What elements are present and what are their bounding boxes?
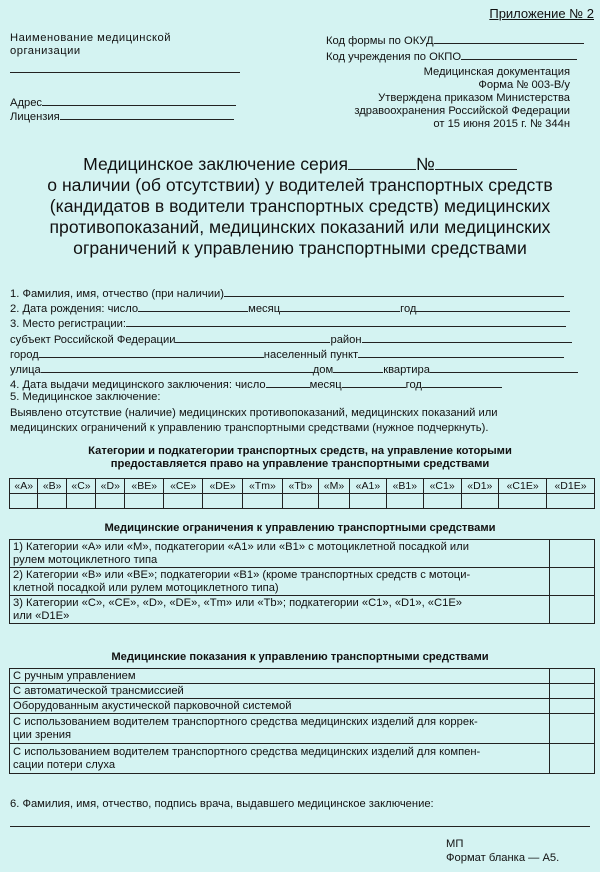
document-title — [0, 154, 600, 259]
category-value-cell[interactable] — [96, 494, 125, 509]
format-label: Формат бланка — А5. — [446, 852, 560, 864]
conclusion-text-1: Выявлено отсутствие (наличие) медицинских противопоказаний, медицинских показаний или — [10, 406, 498, 419]
restriction-mark-cell[interactable] — [550, 540, 595, 568]
indication-mark-cell[interactable] — [550, 699, 595, 714]
org-name-label-2: организации — [10, 45, 81, 57]
apartment-field[interactable] — [430, 361, 578, 373]
category-cell: «D1E» — [547, 479, 595, 494]
category-cell: «M» — [319, 479, 350, 494]
category-value-cell[interactable] — [242, 494, 282, 509]
registration-label: 3. Место регистрации: — [10, 318, 126, 331]
indication-mark-cell[interactable] — [550, 744, 595, 774]
restriction-text — [10, 568, 550, 596]
city-field[interactable] — [39, 346, 264, 358]
restriction-row — [10, 540, 595, 568]
restriction-text — [10, 596, 550, 624]
med-doc-line-3: Утверждена приказом Министерства — [378, 92, 570, 104]
name-field[interactable] — [224, 285, 564, 297]
restrictions-table — [9, 539, 595, 624]
dob-year-label: год — [400, 303, 417, 316]
indication-row — [10, 699, 595, 714]
category-cell: «C1E» — [499, 479, 547, 494]
category-cell: «C1» — [423, 479, 461, 494]
restriction-mark-cell[interactable] — [550, 568, 595, 596]
apartment-label: квартира — [383, 363, 430, 376]
indication-text — [10, 744, 550, 774]
conclusion-label: 5. Медицинское заключение: — [10, 391, 161, 404]
house-label: дом — [312, 363, 334, 376]
categories-heading-line-1: Категории и подкатегории транспортных средств, на управление которыми — [88, 445, 512, 457]
doctor-label: 6. Фамилия, имя, отчество, подпись врача, выдавшего медицинское заключение: — [10, 798, 434, 810]
indication-mark-cell[interactable] — [550, 714, 595, 744]
category-value-cell[interactable] — [125, 494, 164, 509]
indication-line-2: ции зрения — [13, 728, 72, 741]
categories-header-row — [10, 479, 595, 494]
dob-label: 2. Дата рождения: число — [10, 303, 139, 316]
conclusion-text-2: медицинских ограничений к управлению транспортными средствами (нужное подчеркнуть). — [10, 421, 489, 434]
category-value-cell[interactable] — [203, 494, 242, 509]
category-cell: «Tb» — [283, 479, 319, 494]
registration-field[interactable] — [126, 315, 566, 327]
restrictions-heading: Медицинские ограничения к управлению транспортными средствами — [104, 522, 496, 534]
stamp-label: МП — [446, 838, 464, 850]
indication-text — [10, 714, 550, 744]
license-row — [10, 108, 234, 124]
categories-heading-line-2: предоставляется право на управление транспортными средствами — [110, 458, 490, 470]
okud-field[interactable] — [434, 32, 584, 44]
indication-mark-cell[interactable] — [550, 669, 595, 684]
indications-heading: Медицинские показания к управлению транспортными средствами — [111, 651, 489, 663]
dob-month-label: месяц — [248, 303, 281, 316]
category-cell: «A» — [10, 479, 38, 494]
okpo-field[interactable] — [461, 48, 577, 60]
title-line-1 — [0, 154, 600, 175]
series-field[interactable] — [348, 154, 416, 170]
med-doc-line-5: от 15 июня 2015 г. № 344н — [433, 118, 570, 130]
restriction-line-2: или «D1E» — [13, 609, 70, 622]
medical-documentation-block — [326, 66, 570, 131]
restriction-text — [10, 540, 550, 568]
restriction-line-1: 2) Категории «B» или «BE»; подкатегории «B1» (кроме транспортных средств с мотоци- — [13, 568, 471, 581]
category-value-cell[interactable] — [547, 494, 595, 509]
category-cell: «B1» — [386, 479, 423, 494]
address-field[interactable] — [42, 94, 236, 106]
license-field[interactable] — [60, 108, 234, 120]
form-codes-block — [326, 32, 584, 64]
street-field[interactable] — [41, 361, 313, 373]
issue-date-label: 4. Дата выдачи медицинского заключения: число — [10, 379, 266, 392]
issue-year-field[interactable] — [422, 376, 502, 388]
indication-text: С ручным управлением — [10, 669, 550, 684]
street-label: улица — [10, 363, 41, 376]
category-value-cell[interactable] — [499, 494, 547, 509]
indication-text: Оборудованным акустической парковочной системой — [10, 699, 550, 714]
organization-block — [10, 32, 171, 58]
house-field[interactable] — [333, 361, 383, 373]
category-cell: «Tm» — [242, 479, 282, 494]
appendix-label: Приложение № 2 — [489, 6, 594, 21]
issue-month-field[interactable] — [342, 376, 406, 388]
title-line-5: ограничений к управлению транспортными средствами — [73, 238, 527, 258]
dob-day-field[interactable] — [138, 300, 248, 312]
category-value-cell[interactable] — [66, 494, 95, 509]
indication-mark-cell[interactable] — [550, 684, 595, 699]
category-cell: «BE» — [125, 479, 164, 494]
restriction-line-1: 1) Категории «A» или «M», подкатегории «A1» или «B1» с мотоциклетной посадкой или — [13, 540, 469, 553]
number-field[interactable] — [435, 154, 517, 170]
category-value-cell[interactable] — [423, 494, 461, 509]
org-name-field[interactable] — [10, 72, 240, 73]
dob-month-field[interactable] — [280, 300, 400, 312]
subject-field[interactable] — [175, 331, 330, 343]
categories-value-row — [10, 494, 595, 509]
title-line-3: (кандидатов в водители транспортных средств) медицинских — [49, 196, 551, 216]
category-cell: «B» — [38, 479, 66, 494]
title-series-label: Медицинское заключение серия — [83, 154, 348, 174]
restriction-line-2: рулем мотоциклетного типа — [13, 553, 158, 566]
category-value-cell[interactable] — [461, 494, 499, 509]
category-value-cell[interactable] — [319, 494, 350, 509]
category-value-cell[interactable] — [350, 494, 387, 509]
indication-row — [10, 684, 595, 699]
restriction-mark-cell[interactable] — [550, 596, 595, 624]
med-doc-line-1: Медицинская документация — [423, 66, 570, 78]
restriction-line-1: 3) Категории «C», «CE», «D», «DE», «Tm» или «Tb»; подкатегории «C1», «D1», «C1E» — [13, 596, 463, 609]
issue-day-field[interactable] — [266, 376, 310, 388]
category-cell: «C» — [66, 479, 95, 494]
issue-year-label: год — [405, 379, 422, 392]
okud-label: Код формы по ОКУД — [326, 35, 434, 47]
title-number-label: № — [415, 154, 435, 174]
personal-data-section — [10, 285, 578, 437]
settlement-field[interactable] — [358, 346, 564, 358]
category-cell: «D1» — [461, 479, 499, 494]
indication-row — [10, 744, 595, 774]
category-value-cell[interactable] — [283, 494, 319, 509]
indication-text: С автоматической трансмиссией — [10, 684, 550, 699]
indication-row — [10, 669, 595, 684]
district-label: район — [330, 333, 362, 346]
issue-month-label: месяц — [309, 379, 342, 392]
okpo-label: Код учреждения по ОКПО — [326, 51, 462, 63]
settlement-label: населенный пункт — [263, 348, 359, 361]
med-doc-line-2: Форма № 003-В/у — [478, 79, 570, 91]
district-field[interactable] — [362, 331, 572, 343]
category-value-cell[interactable] — [10, 494, 38, 509]
restriction-row — [10, 568, 595, 596]
restriction-line-2: клетной посадкой или рулем мотоциклетного типа) — [13, 581, 279, 594]
license-label: Лицензия — [10, 111, 60, 123]
category-cell: «A1» — [350, 479, 387, 494]
med-doc-line-4: здравоохранения Российской Федерации — [354, 105, 570, 117]
city-label: город — [10, 348, 39, 361]
org-name-label: Наименование медицинской — [10, 32, 172, 44]
indication-line-2: сации потери слуха — [13, 758, 116, 771]
name-label: 1. Фамилия, имя, отчество (при наличии) — [10, 288, 224, 300]
categories-table — [9, 478, 595, 509]
restriction-row — [10, 596, 595, 624]
category-cell: «CE» — [164, 479, 203, 494]
categories-heading — [0, 445, 600, 471]
doctor-signature-field[interactable] — [10, 826, 590, 827]
indication-row — [10, 714, 595, 744]
dob-year-field[interactable] — [416, 300, 570, 312]
category-cell: «D» — [96, 479, 125, 494]
subject-label: субъект Российской Федерации — [10, 333, 176, 346]
title-line-2: о наличии (об отсутствии) у водителей транспортных средств — [47, 175, 553, 195]
indications-table — [9, 668, 595, 774]
category-cell: «DE» — [203, 479, 242, 494]
indication-line-1: С использованием водителем транспортного средства медицинских изделий для коррек- — [13, 715, 478, 728]
title-line-4: противопоказаний, медицинских показаний или медицинских — [49, 217, 551, 237]
category-value-cell[interactable] — [164, 494, 203, 509]
indication-line-1: С использованием водителем транспортного средства медицинских изделий для компен- — [13, 745, 481, 758]
address-label: Адрес — [10, 97, 43, 109]
category-value-cell[interactable] — [38, 494, 66, 509]
category-value-cell[interactable] — [386, 494, 423, 509]
